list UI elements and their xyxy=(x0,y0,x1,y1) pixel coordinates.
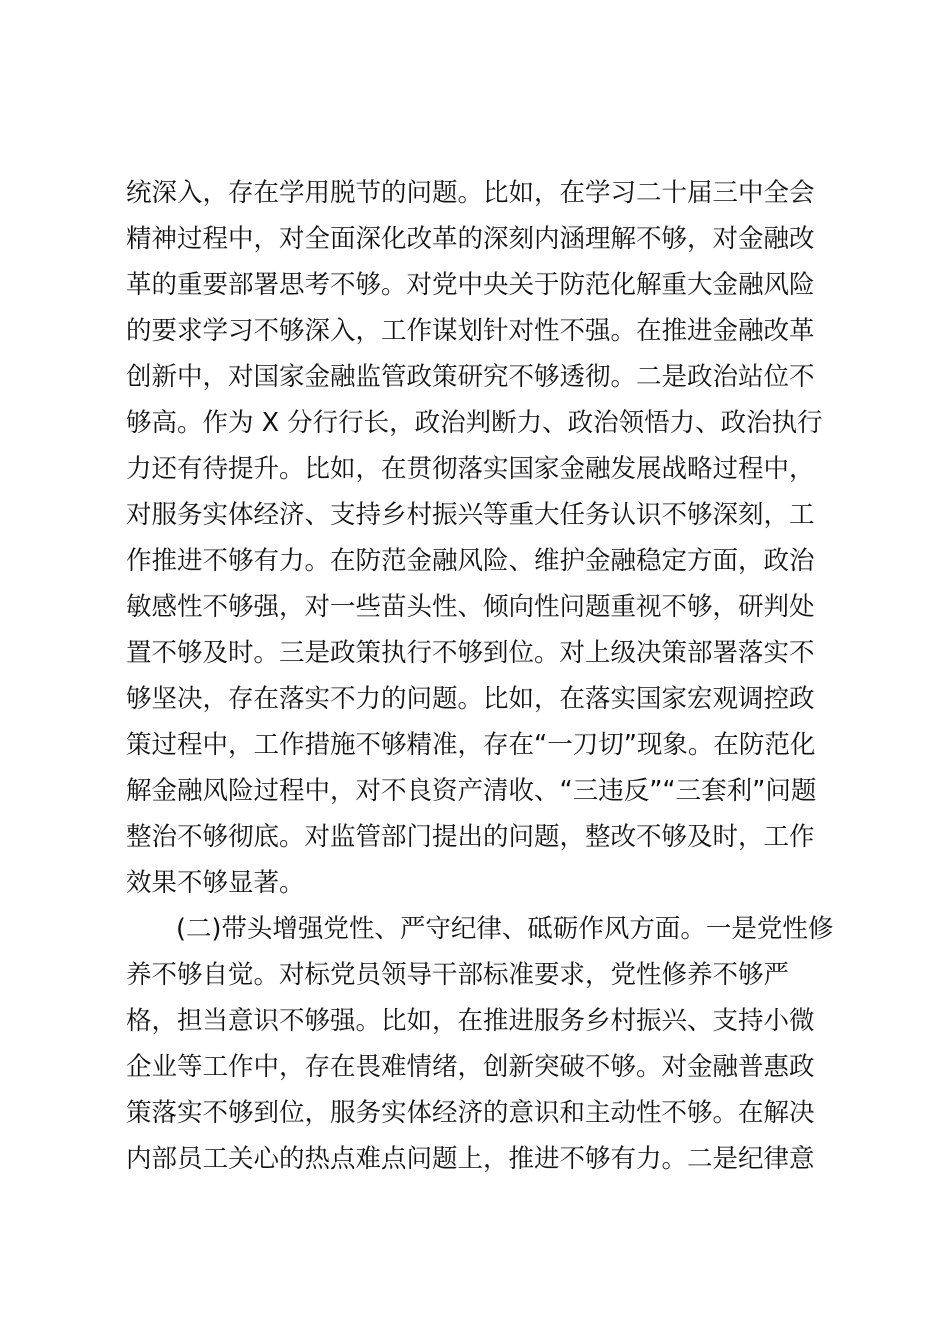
text-line-6: 够高。作为 X 分行行长，政治判断力、政治领悟力、政治执行 xyxy=(126,408,823,438)
text-line-22: 内部员工关心的热点难点问题上，推进不够有力。二是纪律意 xyxy=(126,1144,815,1174)
text-line-15: 整治不够彻底。对监管部门提出的问题，整改不够及时，工作 xyxy=(126,822,815,852)
text-line-18: 养不够自觉。对标党员领导干部标准要求，党性修养不够严 xyxy=(126,960,790,990)
text-line-16: 效果不够显著。 xyxy=(126,868,305,898)
text-line-5: 创新中，对国家金融监管政策研究不够透彻。二是政治站位不 xyxy=(126,362,815,392)
text-line-2: 精神过程中，对全面深化改革的深刻内涵理解不够，对金融改 xyxy=(126,224,815,254)
paragraph-2-first-line: (二)带头增强党性、严守纪律、砥砺作风方面。一是党性修 xyxy=(176,914,834,944)
text-line-13: 策过程中，工作措施不够精准，存在“一刀切”现象。在防范化 xyxy=(126,730,816,760)
text-line-1: 统深入，存在学用脱节的问题。比如，在学习二十届三中全会 xyxy=(126,178,815,208)
text-line-19: 格，担当意识不够强。比如，在推进服务乡村振兴、支持小微 xyxy=(126,1006,815,1036)
text-line-21: 策落实不够到位，服务实体经济的意识和主动性不够。在解决 xyxy=(126,1098,815,1128)
text-line-3: 革的重要部署思考不够。对党中央关于防范化解重大金融风险 xyxy=(126,270,815,300)
text-line-14: 解金融风险过程中，对不良资产清收、“三违反”“三套利”问题 xyxy=(126,776,817,806)
text-line-4: 的要求学习不够深入，工作谋划针对性不强。在推进金融改革 xyxy=(126,316,815,346)
text-line-8: 对服务实体经济、支持乡村振兴等重大任务认识不够深刻，工 xyxy=(126,500,815,530)
text-line-9: 作推进不够有力。在防范金融风险、维护金融稳定方面，政治 xyxy=(126,546,815,576)
body-text xyxy=(126,170,834,1182)
text-line-11: 置不够及时。三是政策执行不够到位。对上级决策部署落实不 xyxy=(126,638,815,668)
text-line-12: 够坚决，存在落实不力的问题。比如，在落实国家宏观调控政 xyxy=(126,684,815,714)
text-line-20: 企业等工作中，存在畏难情绪，创新突破不够。对金融普惠政 xyxy=(126,1052,815,1082)
text-line-7: 力还有待提升。比如，在贯彻落实国家金融发展战略过程中， xyxy=(126,454,815,484)
text-line-10: 敏感性不够强，对一些苗头性、倾向性问题重视不够，研判处 xyxy=(126,592,815,622)
